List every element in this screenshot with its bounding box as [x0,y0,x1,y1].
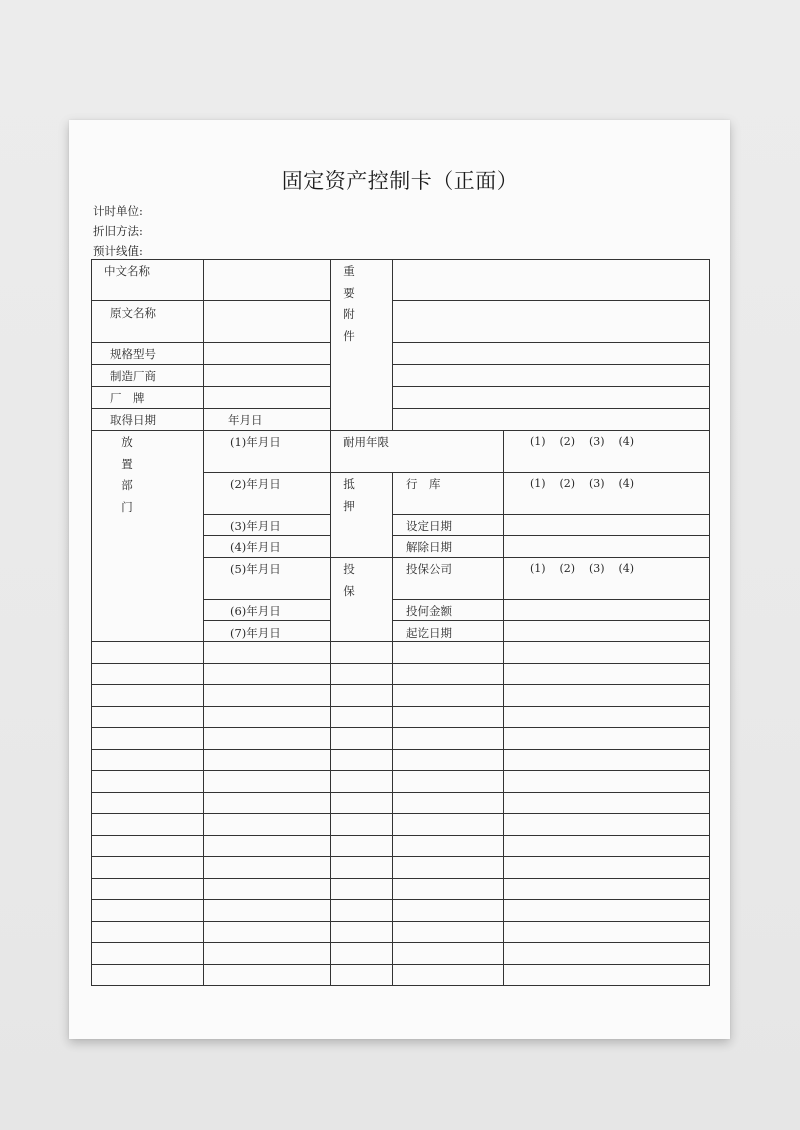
row-line [91,430,710,431]
blank-cell[interactable] [331,814,392,835]
blank-cell[interactable] [393,836,503,857]
blank-cell[interactable] [331,857,392,878]
placement-date-3[interactable]: (3)年月日 [230,519,281,533]
blank-cell[interactable] [331,879,392,900]
blank-cell[interactable] [331,685,392,706]
label-attachments [342,261,356,347]
blank-cell[interactable] [331,707,392,728]
blank-cell[interactable] [393,922,503,943]
blank-cell[interactable] [204,922,330,943]
label-release-date: 解除日期 [406,540,452,554]
attachment-input-5[interactable] [393,387,709,408]
blank-cell[interactable] [504,879,709,900]
row-line [91,408,330,409]
blank-cell[interactable] [204,814,330,835]
blank-cell[interactable] [92,664,203,685]
blank-cell[interactable] [393,707,503,728]
blank-cell[interactable] [331,664,392,685]
label-insurance [342,559,356,602]
char: 附 [343,307,355,321]
blank-cell[interactable] [331,836,392,857]
blank-cell[interactable] [204,879,330,900]
option-3[interactable]: (3) [589,435,605,448]
blank-cell[interactable] [92,836,203,857]
blank-cell[interactable] [393,900,503,921]
acquire-date-value: 年月日 [228,413,263,427]
blank-cell[interactable] [92,814,203,835]
label-insured-amount: 投何金额 [406,604,452,618]
blank-cell[interactable] [92,685,203,706]
row-line [203,620,330,621]
blank-cell[interactable] [204,943,330,964]
blank-cell[interactable] [204,750,330,771]
label-chinese-name: 中文名称 [104,264,150,278]
label-original-name: 原文名称 [110,306,156,320]
blank-cell[interactable] [331,728,392,749]
option-1[interactable]: (1) [530,477,546,490]
char: 门 [121,499,133,514]
blank-cell[interactable] [504,664,709,685]
attachment-input-1[interactable] [393,260,709,300]
service-life-options [530,435,648,449]
blank-cell[interactable] [504,728,709,749]
blank-cell[interactable] [504,857,709,878]
blank-cell[interactable] [204,965,330,986]
blank-cell[interactable] [92,771,203,792]
blank-cell[interactable] [331,900,392,921]
meta-estimated-value: 预计线值: [93,244,143,258]
label-set-date: 设定日期 [406,519,452,533]
attachment-input-6[interactable] [393,409,709,430]
blank-cell[interactable] [504,922,709,943]
blank-cell[interactable] [204,728,330,749]
placement-date-5[interactable]: (5)年月日 [230,562,281,576]
blank-cell[interactable] [92,879,203,900]
row-line [203,557,330,558]
table-border-right [709,259,710,986]
blank-cell[interactable] [504,685,709,706]
label-acquire-date: 取得日期 [110,413,156,427]
label-insurance-company: 投保公司 [406,562,452,576]
original-name-input[interactable] [204,301,329,342]
char: 部 [121,478,133,492]
blank-cell[interactable] [504,900,709,921]
option-1[interactable]: (1) [530,435,546,448]
label-brand: 厂 牌 [110,391,145,405]
meta-depreciation-method: 折旧方法: [93,224,143,238]
blank-cell[interactable] [393,857,503,878]
blank-cell[interactable] [393,685,503,706]
option-3[interactable]: (3) [589,562,605,575]
blank-cell[interactable] [393,943,503,964]
option-1[interactable]: (1) [530,562,546,575]
blank-cell[interactable] [331,943,392,964]
blank-cell[interactable] [504,943,709,964]
blank-cell[interactable] [92,900,203,921]
row-line [330,472,710,473]
blank-cell[interactable] [92,965,203,986]
row-line [203,472,330,473]
blank-cell[interactable] [393,771,503,792]
row-line [203,514,330,515]
row-line [203,535,330,536]
row-line [330,557,710,558]
label-service-life: 耐用年限 [343,435,389,449]
blank-cell[interactable] [92,857,203,878]
blank-cell[interactable] [504,642,709,663]
label-spec-model: 规格型号 [110,347,156,361]
page-title: 固定资产控制卡（正面） [281,169,519,193]
label-mortgage [342,474,356,517]
blank-cell[interactable] [204,857,330,878]
char: 放 [121,435,133,449]
blank-cell[interactable] [92,922,203,943]
char: 投 [343,562,355,576]
attachment-input-4[interactable] [393,365,709,386]
blank-cell[interactable] [204,793,330,814]
blank-cell[interactable] [331,922,392,943]
blank-cell[interactable] [204,685,330,706]
char: 件 [343,328,355,343]
chinese-name-input[interactable] [204,260,329,300]
blank-cell[interactable] [393,642,503,663]
blank-cell[interactable] [393,879,503,900]
char: 置 [121,456,133,471]
blank-cell[interactable] [331,965,392,986]
blank-cell[interactable] [393,750,503,771]
blank-cell[interactable] [331,793,392,814]
char: 重 [343,264,355,278]
blank-cell[interactable] [504,814,709,835]
blank-cell[interactable] [204,836,330,857]
blank-cell[interactable] [204,771,330,792]
blank-cell[interactable] [331,750,392,771]
bank-options [530,477,648,491]
blank-cell[interactable] [504,750,709,771]
blank-cell[interactable] [92,793,203,814]
label-placement-dept [120,432,134,518]
char: 保 [343,583,355,598]
attachment-input-2[interactable] [393,301,709,342]
blank-cell[interactable] [92,707,203,728]
option-4[interactable]: (4) [618,562,635,575]
option-4[interactable]: (4) [618,477,635,490]
blank-cell[interactable] [504,836,709,857]
period-input[interactable] [504,621,709,641]
blank-cell[interactable] [393,965,503,986]
manufacturer-input[interactable] [204,365,329,386]
blank-cell[interactable] [393,793,503,814]
option-2[interactable]: (2) [559,477,576,490]
placement-date-1[interactable]: (1)年月日 [230,435,281,449]
blank-cell[interactable] [92,943,203,964]
brand-input[interactable] [204,387,329,408]
row-line [203,599,330,600]
blank-cell[interactable] [331,642,392,663]
spec-model-input[interactable] [204,343,329,364]
blank-cell[interactable] [204,707,330,728]
blank-cell[interactable] [204,642,330,663]
placement-date-2[interactable]: (2)年月日 [230,477,281,491]
blank-cell[interactable] [504,965,709,986]
label-bank: 行 库 [406,477,441,491]
option-4[interactable]: (4) [618,435,635,448]
blank-cell[interactable] [504,771,709,792]
blank-cell[interactable] [393,728,503,749]
char: 押 [343,498,355,513]
blank-cell[interactable] [92,728,203,749]
blank-cell[interactable] [331,771,392,792]
char: 要 [343,285,355,300]
option-3[interactable]: (3) [589,477,605,490]
blank-cell[interactable] [504,707,709,728]
placement-date-7[interactable]: (7)年月日 [230,626,281,640]
option-2[interactable]: (2) [559,562,576,575]
char: 抵 [343,477,355,491]
blank-cell[interactable] [504,793,709,814]
blank-cell[interactable] [393,814,503,835]
blank-cell[interactable] [92,642,203,663]
blank-cell[interactable] [204,900,330,921]
attachment-input-3[interactable] [393,343,709,364]
blank-cell[interactable] [204,664,330,685]
set-date-input[interactable] [504,515,709,535]
label-period: 起讫日期 [406,626,452,640]
insured-amount-input[interactable] [504,600,709,620]
label-manufacturer: 制造厂商 [110,369,156,383]
blank-cell[interactable] [92,750,203,771]
placement-date-6[interactable]: (6)年月日 [230,604,281,618]
blank-cell[interactable] [393,664,503,685]
release-date-input[interactable] [504,536,709,557]
placement-date-4[interactable]: (4)年月日 [230,540,281,554]
insurance-company-options [530,562,648,576]
option-2[interactable]: (2) [559,435,576,448]
meta-time-unit: 计时单位: [93,204,143,218]
